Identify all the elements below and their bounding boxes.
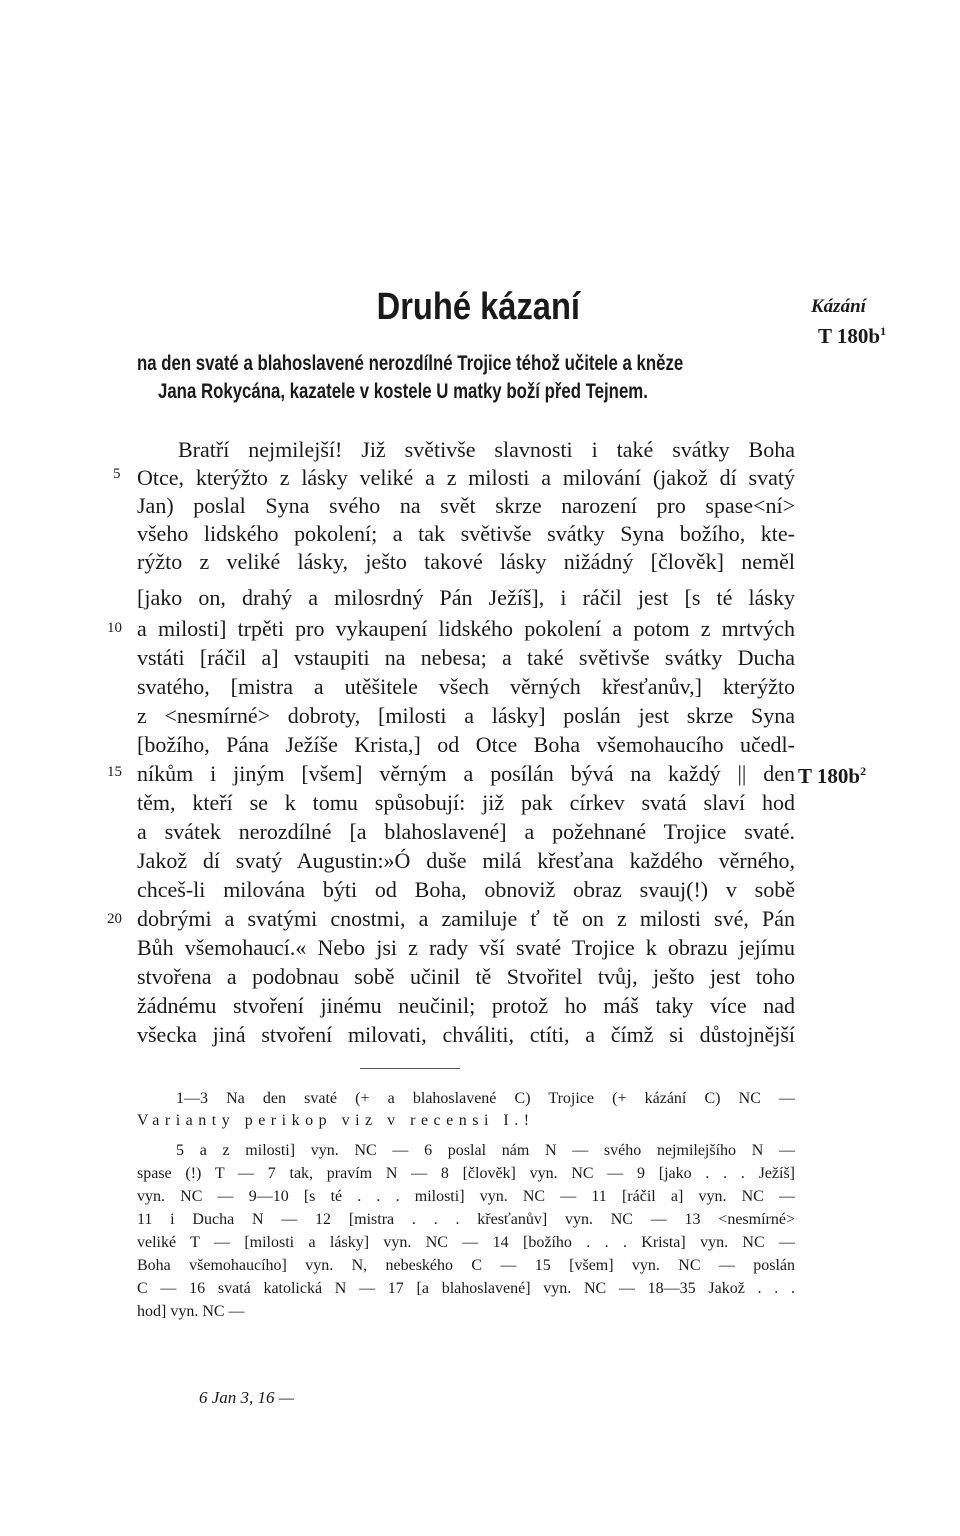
body-line: žádnému stvoření jinému neučinil; protož ho máš taky více nad bbox=[137, 993, 795, 1018]
folio-marker-top bbox=[818, 324, 886, 349]
subtitle-line-2: Jana Rokycána, kazatele v kostele U matky boží před Tejnem. bbox=[158, 380, 648, 403]
folio-marker-top-sup: 1 bbox=[880, 324, 887, 338]
sermon-title: Druhé kázaní bbox=[376, 286, 581, 328]
note-line: C — 16 svatá katolická N — 17 [a blahoslavené] vyn. NC — 18—35 Jakož . . . bbox=[137, 1280, 795, 1297]
body-line: Jakož dí svatý Augustin:»Ó duše milá křesťana každého věrného, bbox=[137, 848, 795, 873]
note-line: Varianty perikop viz v recensi I.! bbox=[137, 1112, 535, 1129]
body-line: Jan) poslal Syna svého na svět skrze narození pro spase<ní> bbox=[137, 493, 795, 518]
margin-label-kazani: Kázání bbox=[811, 296, 866, 317]
body-line: [jako on, drahý a milosrdný Pán Ježíš], i ráčil jest [s té lásky bbox=[137, 585, 795, 610]
body-line: vstáti [ráčil a] vstaupiti na nebesa; a také světivše svátky Ducha bbox=[137, 645, 795, 670]
note-line: Boha všemohaucího] vyn. N, nebeského C — 15 [všem] vyn. NC — poslán bbox=[137, 1257, 795, 1274]
folio-marker-top-text: T 180b bbox=[818, 324, 881, 348]
body-line: Otce, kterýžto z lásky veliké a z milosti a milování (jakož dí svatý bbox=[137, 465, 795, 490]
body-line: těm, kteří se k tomu spůsobují: již pak církev svatá slaví hod bbox=[137, 790, 795, 815]
note-line: 5 a z milosti] vyn. NC — 6 poslal nám N — svého nejmilejšího N — bbox=[176, 1142, 795, 1159]
body-line: svatého, [mistra a utěšitele všech věrných křesťanův,] kterýžto bbox=[137, 674, 795, 699]
body-line: Bůh všemohaucí.« Nebo jsi z rady vší svaté Trojice k obrazu jejímu bbox=[137, 935, 795, 960]
body-line: rýžto z veliké lásky, ješto takové lásky nižádný [člověk] neměl bbox=[137, 549, 795, 574]
line-number-5: 5 bbox=[113, 466, 121, 482]
note-line: 1—3 Na den svaté (+ a blahoslavené C) Trojice (+ kázání C) NC — bbox=[176, 1090, 795, 1107]
body-line: Bratří nejmilejší! Již světivše slavnosti i také svátky Boha bbox=[178, 437, 795, 462]
subtitle-line-1: na den svaté a blahoslavené nerozdílné Trojice téhož učitele a kněze bbox=[137, 352, 684, 375]
body-line: níkům i jiným [všem] věrným a posílán bývá na každý || den bbox=[137, 761, 795, 786]
folio-marker-mid bbox=[798, 764, 866, 789]
body-line: a milosti] trpěti pro vykaupení lidského pokolení a potom z mrtvých bbox=[137, 616, 795, 641]
footnote-divider bbox=[360, 1068, 460, 1069]
body-line: všeho lidského pokolení; a tak světivše svátky Syna božího, kte- bbox=[137, 521, 795, 546]
scripture-reference: 6 Jan 3, 16 — bbox=[199, 1388, 294, 1407]
line-number-15: 15 bbox=[107, 764, 122, 780]
note-line: vyn. NC — 9—10 [s té . . . milosti] vyn. NC — 11 [ráčil a] vyn. NC — bbox=[137, 1188, 795, 1205]
note-line: spase (!) T — 7 tak, pravím N — 8 [člověk] vyn. NC — 9 [jako . . . Ježíš] bbox=[137, 1165, 795, 1182]
note-line: veliké T — [milosti a lásky] vyn. NC — 14 [božího . . . Krista] vyn. NC — bbox=[137, 1234, 795, 1251]
folio-marker-mid-sup: 2 bbox=[860, 764, 867, 778]
note-line: 11 i Ducha N — 12 [mistra . . . křesťanův] vyn. NC — 13 <nesmírné> bbox=[137, 1211, 795, 1228]
body-line: dobrými a svatými cnostmi, a zamiluje ť tě on z milosti své, Pán bbox=[137, 906, 795, 931]
body-line: chceš-li milována býti od Boha, obnoviž obraz svauj(!) v sobě bbox=[137, 877, 795, 902]
line-number-20: 20 bbox=[107, 911, 122, 927]
body-line: [božího, Pána Ježíše Krista,] od Otce Boha všemohaucího učedl- bbox=[137, 732, 795, 757]
body-line: z <nesmírné> dobroty, [milosti a lásky] poslán jest skrze Syna bbox=[137, 703, 795, 728]
folio-marker-mid-text: T 180b bbox=[798, 764, 861, 788]
note-line: hod] vyn. NC — bbox=[137, 1303, 245, 1320]
body-line: stvořena a podobnau sobě učinil tě Stvořitel tvůj, ješto jest toho bbox=[137, 964, 795, 989]
body-line: a svátek nerozdílné [a blahoslavené] a požehnané Trojice svaté. bbox=[137, 819, 795, 844]
line-number-10: 10 bbox=[107, 620, 122, 636]
body-line: všecka jiná stvoření milovati, chváliti, ctíti, a čímž si důstojnější bbox=[137, 1022, 795, 1047]
